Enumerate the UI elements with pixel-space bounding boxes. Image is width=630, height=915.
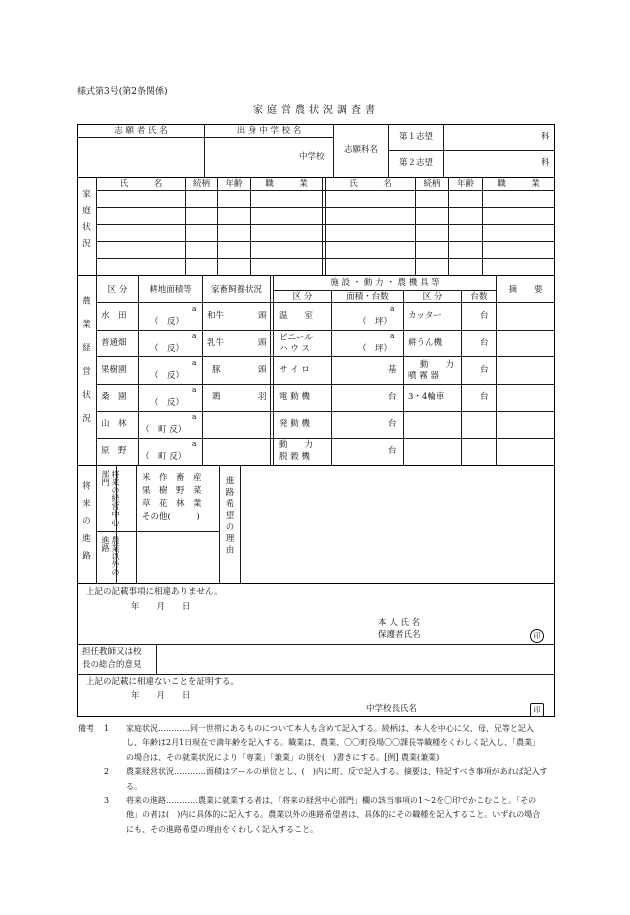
guardian-seal: 印: [530, 629, 544, 643]
area-unit-a: a: [192, 412, 197, 421]
facility-power-2: 動 力: [420, 360, 455, 370]
note-text: 将来の進路…………農業に就業する者は、「将来の経営中心部門」欄の該当事項の1～2を〇印でかこむこと。「その他」の者は( )内に具体的に記入する。農業以外の進路希望者は、具体的にその職種を記入すること。いずれの場合にも、その進路希望の理由をくわしく記入すること。: [126, 796, 541, 834]
livestock-dairy: 乳牛: [207, 338, 225, 348]
area-unit-a: a: [192, 331, 197, 340]
farm-col-area: 耕地面積等: [149, 285, 192, 295]
notes-section: [78, 722, 548, 837]
future-option-3: 草 花 林 業: [142, 499, 202, 509]
livestock-wagyu: 和牛: [207, 311, 225, 321]
family-col-occupation-2: 職 業: [497, 179, 540, 189]
note-text: 家庭状況…………同一世帯にあるものについて本人も含めて記入する。続柄は、本人を中心に父、母、兄等と記入し、年齢は2月1日現在で満年齢を記入する。職業は、農業、〇〇町役場〇〇課長等職種をくわしく記入し、「農業」の場合は、その就業状況により「専業」「兼業」の別を( )書きにする。[例] 農業(兼業): [126, 724, 541, 762]
farm-col-facility: 施 設 ・ 動 力 ・ 農 機 具 等: [330, 278, 440, 288]
certification-date: 年 月 日: [131, 691, 191, 701]
note-number: 2: [104, 767, 110, 777]
area-unit-a: a: [192, 439, 197, 448]
reason-label: 進路希望の理由: [224, 476, 234, 557]
family-col-occupation: 職 業: [265, 179, 308, 189]
facility-thresher: 脱 穀 機: [279, 452, 310, 462]
livestock-unit: 羽: [258, 392, 267, 402]
facility-unit-dai: 台: [388, 419, 397, 429]
family-col-age: 年齢: [225, 179, 243, 189]
farm-col-kubun: 区 分: [107, 285, 128, 295]
school-name-label: 出 身 中 学 校 名: [236, 126, 302, 136]
livestock-unit: 頭: [258, 338, 267, 348]
facility-house: ハ ウ ス: [279, 344, 310, 354]
facility-cutter: カッター: [408, 311, 442, 321]
farm-sub-kubun: 区 分: [292, 292, 313, 302]
farm-section-label: 農業経営状況: [80, 296, 91, 437]
farm-col-remarks: 摘 要: [508, 285, 543, 295]
note-number: 3: [104, 796, 110, 806]
area-unit-tan: （ 反）: [150, 344, 185, 354]
second-choice-ka: 科: [541, 158, 550, 168]
facility-unit-tsubo: （ 坪）: [358, 317, 393, 327]
family-col-name-2: 氏 名: [349, 179, 392, 189]
school-suffix: 中学校: [299, 152, 325, 162]
notes-label: 備考: [78, 724, 94, 733]
facility2-unit-dai: 台: [480, 311, 489, 321]
facility-vehicle: 3・4輪車: [408, 392, 445, 402]
area-unit-cho-tan: （ 町 反）: [141, 452, 187, 462]
first-choice-label: 第１志望: [398, 132, 433, 142]
facility-vinyl: ビニール: [279, 333, 313, 343]
land-paddy: 水 田: [101, 311, 127, 321]
facility-unit-a: a: [390, 304, 395, 313]
family-col-name: 氏 名: [119, 179, 163, 189]
land-orchard: 果樹園: [101, 365, 127, 375]
facility-greenhouse: 温 室: [279, 311, 314, 321]
area-unit-cho-tan: （ 町 反）: [141, 425, 187, 435]
livestock-chicken: 鶏: [212, 392, 221, 402]
family-col-age-2: 年齢: [456, 179, 474, 189]
area-unit-a: a: [192, 385, 197, 394]
note-text: 農業経営状況…………面積はアールの単位とし、( )内に町、反で記入する。摘要は、特記すべき事項があれば記入する。: [126, 767, 548, 791]
family-section-label: 家庭状況: [80, 189, 91, 255]
note-item: [78, 794, 548, 837]
land-wilderness: 原 野: [101, 446, 127, 456]
facility-silo: サ イ ロ: [279, 365, 310, 375]
self-name-label: 本 人 氏 名: [378, 618, 421, 628]
family-col-relation-2: 続柄: [423, 179, 441, 189]
facility2-unit-dai: 台: [480, 365, 489, 375]
note-item: [78, 722, 548, 765]
facility-unit-tsubo: （ 坪）: [358, 344, 393, 354]
area-unit-a: a: [192, 358, 197, 367]
farm-col-livestock: 家畜飼養状況: [210, 285, 262, 295]
facility2-unit-dai: 台: [480, 338, 489, 348]
note-item: [78, 765, 548, 794]
facility-sprayer: 噴 霧 器: [408, 371, 439, 381]
facility-electric-motor: 電 動 機: [279, 392, 310, 402]
future-option-4: その他( ): [142, 512, 200, 522]
area-unit-a: a: [192, 304, 197, 313]
land-field: 普通畑: [101, 338, 127, 348]
applicant-name-label: 志 願 者 氏 名: [114, 126, 168, 136]
livestock-unit: 頭: [258, 365, 267, 375]
farm-sub-count: 台数: [470, 292, 488, 302]
teacher-opinion-label-1: 担任教師又は校: [82, 647, 142, 657]
second-choice-label: 第２志望: [398, 158, 433, 168]
facility-unit-ki: 基: [388, 365, 397, 375]
farm-sub-kubun-2: 区 分: [422, 292, 443, 302]
department-label: 志願科名: [343, 145, 378, 155]
facility-engine: 発 動 機: [279, 419, 310, 429]
principal-seal: 印: [530, 703, 544, 717]
land-mulberry: 桑 園: [101, 392, 127, 402]
family-col-relation: 続柄: [192, 179, 210, 189]
nonfarm-label: 農業以外の進路: [101, 536, 120, 576]
guardian-name-label: 保護者氏名: [378, 630, 421, 640]
livestock-pig: 豚: [212, 365, 221, 375]
teacher-opinion-label-2: 長の総合的意見: [82, 660, 142, 670]
declaration-text: 上記の記載事項に相違ありません。: [86, 587, 223, 597]
future-farm-label: 将来の経営中心部門: [101, 470, 120, 526]
facility-unit-dai: 台: [388, 392, 397, 402]
area-unit-tan: （ 反）: [150, 371, 185, 381]
future-option-1: 米 作 畜 産: [142, 473, 202, 483]
farm-sub-area-count: 面積・台数: [346, 292, 389, 302]
principal-name-label: 中学校長氏名: [366, 704, 418, 714]
area-unit-tan: （ 反）: [150, 317, 185, 327]
facility-power: 動 力: [279, 440, 314, 450]
livestock-unit: 頭: [258, 311, 267, 321]
certification-text: 上記の記載に相違ないことを証明する。: [86, 677, 240, 687]
future-section-label: 将来の進路: [80, 481, 91, 569]
facility-unit-dai: 台: [388, 446, 397, 456]
area-unit-tan: （ 反）: [150, 398, 185, 408]
future-option-2: 果 樹 野 菜: [142, 486, 202, 496]
facility-unit-a: a: [390, 331, 395, 340]
first-choice-ka: 科: [541, 132, 550, 142]
declaration-date: 年 月 日: [131, 602, 191, 612]
facility2-unit-dai: 台: [480, 392, 489, 402]
document-title: 家庭営農状況調査書: [253, 105, 379, 116]
land-forest: 山 林: [101, 419, 127, 429]
facility-tiller: 耕うん機: [408, 338, 443, 348]
note-number: 1: [104, 724, 110, 733]
form-number: 様式第3号(第2条関係): [77, 87, 168, 97]
